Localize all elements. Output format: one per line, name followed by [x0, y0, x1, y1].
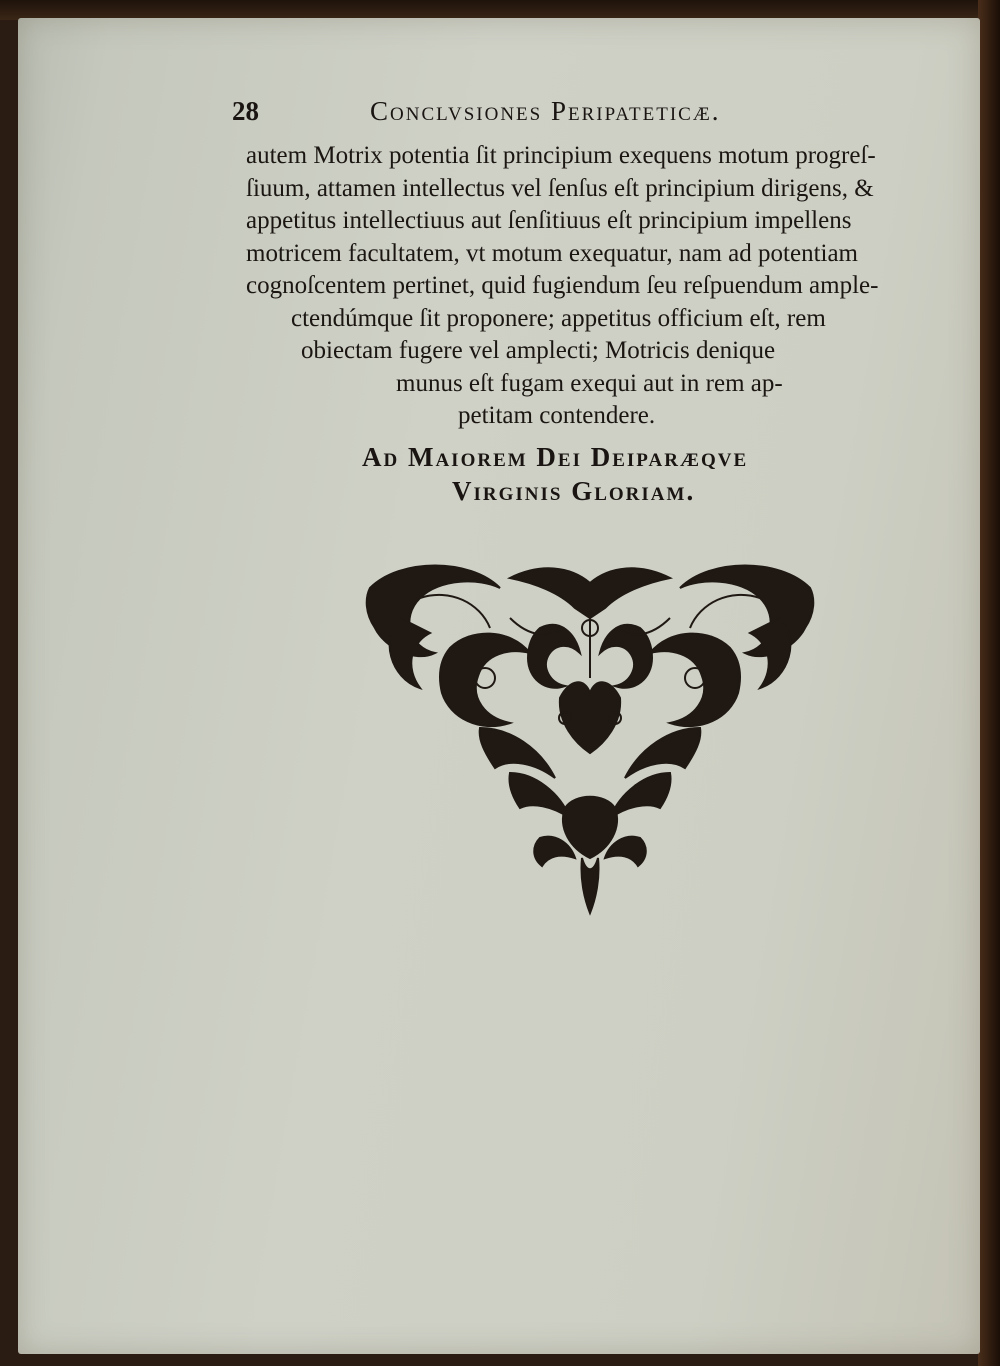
book-edge-top	[0, 0, 1000, 20]
book-edge-right	[978, 0, 1000, 1366]
text-line: ctendúmque ſit proponere; appetitus officium eſt, rem	[291, 304, 826, 332]
ornamental-tailpiece-icon	[360, 558, 820, 918]
body-paragraph	[246, 140, 926, 433]
text-line: petitam contendere.	[458, 402, 656, 429]
text-line: obiectam fugere vel amplecti; Motricis denique	[301, 337, 776, 364]
page-number: 28	[232, 96, 259, 126]
text-line: appetitus intellectiuus aut ſenſitiuus eſt principium impellens	[246, 207, 852, 234]
dedication-line-1: Ad Maiorem Dei Deiparæqve	[362, 442, 749, 472]
dedication-closing	[362, 440, 832, 508]
text-line: cognoſcentem pertinet, quid fugiendum ſeu reſpuendum ample-	[246, 272, 879, 299]
text-line: motricem facultatem, vt motum exequatur, nam ad potentiam	[246, 239, 858, 267]
text-line: autem Motrix potentia ſit principium exequens motum progreſ-	[246, 142, 876, 169]
text-line: ſiuum, attamen intellectus vel ſenſus eſt principium dirigens, &	[246, 174, 874, 202]
text-line: munus eſt fugam exequi aut in rem ap-	[396, 369, 783, 397]
dedication-line-2: Virginis Gloriam.	[452, 476, 696, 506]
page-header	[232, 96, 832, 136]
running-head: Conclvsiones Peripateticæ.	[370, 96, 721, 126]
